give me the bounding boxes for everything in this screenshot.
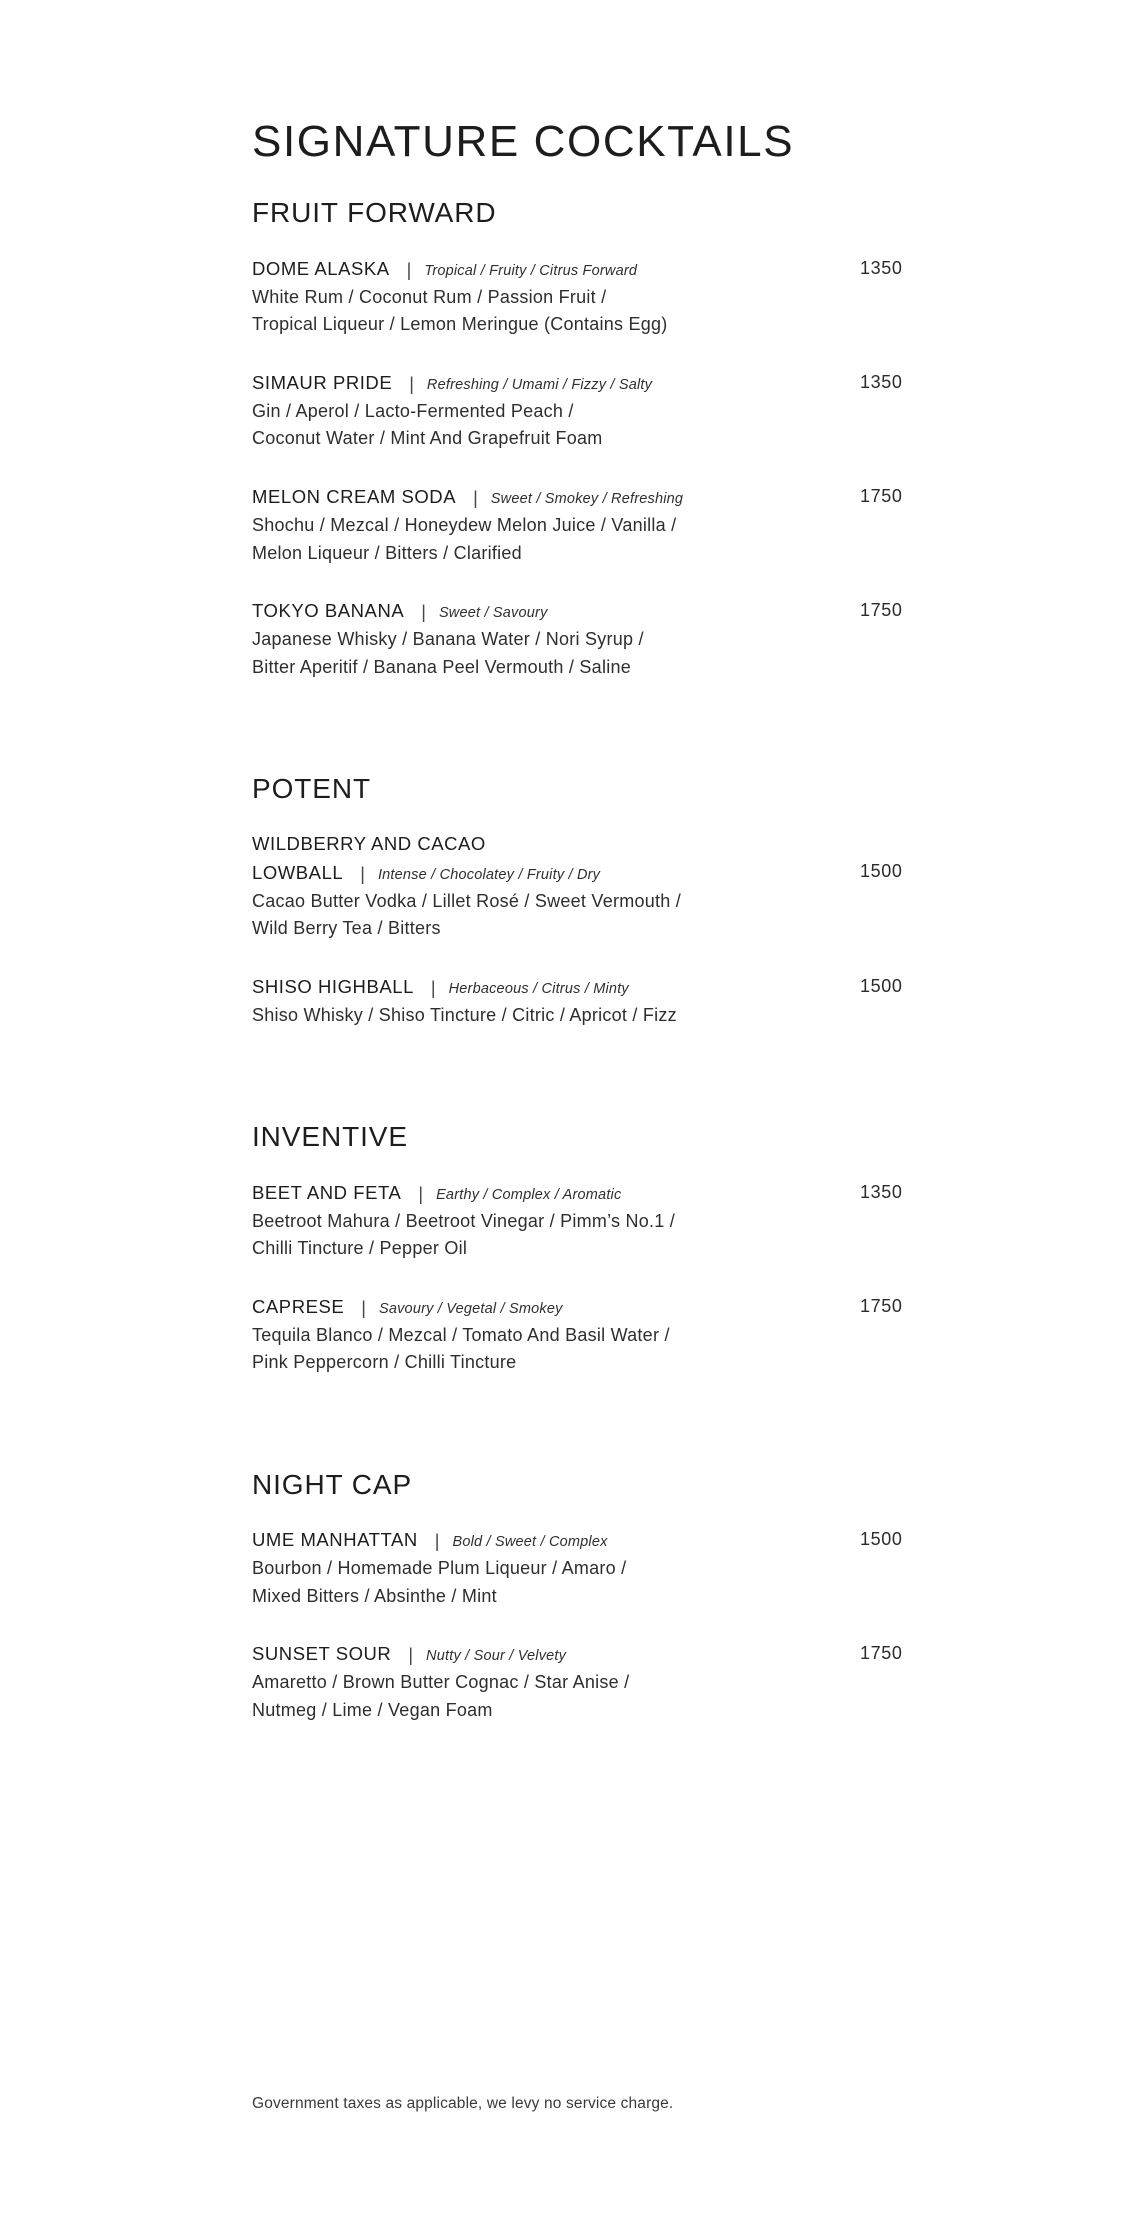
- menu-item-ingredients: [252, 1555, 812, 1610]
- section-items: [252, 1179, 906, 1377]
- menu-item-separator: |: [409, 373, 414, 394]
- menu-item-header: [252, 597, 906, 625]
- menu-item-separator: |: [406, 259, 412, 280]
- menu-item-ingredient-line: Shochu / Mezcal / Honeydew Melon Juice / Vanilla /: [252, 515, 677, 536]
- menu-item-ingredients: [252, 1208, 812, 1263]
- menu-item-name: UME MANHATTAN: [252, 1529, 418, 1551]
- menu-item: [252, 1526, 906, 1610]
- menu-item-tags: Intense / Chocolatey / Fruity / Dry: [377, 866, 601, 883]
- menu-item-ingredient-line: Bitter Aperitif / Banana Peel Vermouth / Saline: [252, 656, 631, 677]
- menu-item-tags: Sweet / Smokey / Refreshing: [490, 490, 684, 507]
- menu-item-ingredients: [252, 1322, 812, 1377]
- menu-item-price: 1750: [860, 600, 903, 621]
- menu-section: [252, 197, 906, 681]
- menu-item-ingredients: [252, 1002, 812, 1030]
- menu-item: [252, 597, 906, 681]
- menu-item-name: MELON CREAM SODA: [252, 485, 457, 507]
- menu-item: [252, 1293, 906, 1377]
- menu-item-price: 1500: [860, 975, 903, 996]
- menu-item-header: [252, 1640, 906, 1668]
- menu-item-separator: |: [430, 977, 436, 998]
- section-heading: NIGHT CAP: [252, 1468, 413, 1500]
- menu-item-ingredient-line: Coconut Water / Mint And Grapefruit Foam: [252, 428, 603, 449]
- menu-item-price: 1350: [860, 1181, 903, 1202]
- menu-item-name-line-1: WILDBERRY AND CACAO: [252, 833, 486, 855]
- menu-item-ingredient-line: Gin / Aperol / Lacto-Fermented Peach /: [252, 400, 574, 421]
- menu-item-name: BEET AND FETA: [252, 1181, 402, 1203]
- menu-item-ingredients: [252, 1669, 812, 1724]
- menu-item: [252, 830, 906, 942]
- menu-item-price: 1500: [860, 861, 903, 882]
- menu-item-tags: Sweet / Savoury: [438, 605, 548, 622]
- menu-item-ingredient-line: White Rum / Coconut Rum / Passion Fruit /: [252, 286, 607, 307]
- menu-item: [252, 369, 906, 453]
- section-heading: FRUIT FORWARD: [252, 197, 497, 229]
- menu-item-ingredient-line: Cacao Butter Vodka / Lillet Rosé / Sweet Vermouth /: [252, 890, 681, 911]
- menu-item-ingredients: [252, 888, 812, 943]
- menu-item-price: 1750: [860, 485, 903, 506]
- menu-item-name: SHISO HIGHBALL: [252, 975, 414, 997]
- menu-item-name: TOKYO BANANA: [252, 600, 405, 622]
- menu-item-ingredients: [252, 626, 812, 681]
- menu-item-price: 1500: [860, 1529, 903, 1550]
- menu-item: [252, 973, 906, 1030]
- menu-section: [252, 773, 906, 1029]
- menu-section: [252, 1121, 906, 1377]
- menu-item-separator: |: [418, 1183, 424, 1204]
- menu-item-ingredient-line: Amaretto / Brown Butter Cognac / Star Anise /: [252, 1672, 630, 1693]
- menu-item-header: [252, 859, 906, 887]
- menu-item-separator: |: [434, 1531, 440, 1552]
- menu-item: [252, 255, 906, 339]
- menu-item-separator: |: [408, 1645, 414, 1666]
- menu-sections: [252, 197, 906, 1724]
- menu-item-name: SIMAUR PRIDE: [252, 371, 393, 393]
- menu-content: [252, 118, 906, 1724]
- menu-item-ingredient-line: Beetroot Mahura / Beetroot Vinegar / Pimm’s No.1 /: [252, 1210, 676, 1231]
- menu-item: [252, 1640, 906, 1724]
- menu-item-tags: Nutty / Sour / Velvety: [426, 1648, 567, 1665]
- menu-item-tags: Bold / Sweet / Complex: [452, 1534, 608, 1551]
- menu-item-header: [252, 1526, 906, 1554]
- menu-item-ingredient-line: Tequila Blanco / Mezcal / Tomato And Basil Water /: [252, 1324, 670, 1345]
- menu-item-ingredient-line: Bourbon / Homemade Plum Liqueur / Amaro /: [252, 1558, 627, 1579]
- menu-item-header: [252, 1179, 906, 1207]
- menu-item-ingredient-line: Chilli Tincture / Pepper Oil: [252, 1238, 468, 1259]
- menu-item-price: 1350: [860, 257, 903, 278]
- menu-item-name: SUNSET SOUR: [252, 1643, 392, 1665]
- menu-item-ingredient-line: Pink Peppercorn / Chilli Tincture: [252, 1352, 517, 1373]
- menu-item-price: 1350: [860, 371, 903, 392]
- page-title: SIGNATURE COCKTAILS: [252, 117, 795, 166]
- menu-item-price: 1750: [860, 1295, 903, 1316]
- menu-item-ingredient-line: Melon Liqueur / Bitters / Clarified: [252, 542, 522, 563]
- menu-item: [252, 1179, 906, 1263]
- menu-item-header: [252, 255, 906, 283]
- menu-item-ingredients: [252, 512, 812, 567]
- menu-item-tags: Earthy / Complex / Aromatic: [436, 1186, 622, 1203]
- menu-item-header: [252, 369, 906, 397]
- menu-section: [252, 1469, 906, 1725]
- menu-item-name: CAPRESE: [252, 1295, 345, 1317]
- menu-item-ingredient-line: Wild Berry Tea / Bitters: [252, 918, 441, 939]
- menu-item-header: [252, 483, 906, 511]
- menu-item-ingredients: [252, 284, 812, 339]
- menu-item-price: 1750: [860, 1643, 903, 1664]
- menu-item-separator: |: [361, 1297, 366, 1318]
- menu-item-tags: Refreshing / Umami / Fizzy / Salty: [426, 376, 653, 393]
- footer-note: Government taxes as applicable, we levy no service charge.: [252, 2095, 674, 2112]
- menu-item-ingredient-line: Nutmeg / Lime / Vegan Foam: [252, 1699, 493, 1720]
- menu-item-name: DOME ALASKA: [252, 257, 390, 279]
- menu-item-header: [252, 973, 906, 1001]
- section-items: [252, 1526, 906, 1724]
- menu-item-ingredient-line: Shiso Whisky / Shiso Tincture / Citric / Apricot / Fizz: [252, 1004, 677, 1025]
- menu-item-header: [252, 1293, 906, 1321]
- menu-item-ingredient-line: Tropical Liqueur / Lemon Meringue (Contains Egg): [252, 314, 668, 335]
- menu-item-tags: Tropical / Fruity / Citrus Forward: [424, 262, 638, 279]
- menu-item-name: LOWBALL: [252, 861, 344, 883]
- menu-item-tags: Savoury / Vegetal / Smokey: [378, 1300, 563, 1317]
- menu-item-separator: |: [360, 863, 365, 884]
- section-heading: POTENT: [252, 773, 371, 805]
- section-heading: INVENTIVE: [252, 1121, 408, 1153]
- menu-item-ingredients: [252, 398, 812, 453]
- menu-item-separator: |: [473, 487, 478, 508]
- section-items: [252, 830, 906, 1029]
- menu-item-ingredient-line: Mixed Bitters / Absinthe / Mint: [252, 1585, 497, 1606]
- section-items: [252, 255, 906, 682]
- menu-item-ingredient-line: Japanese Whisky / Banana Water / Nori Syrup /: [252, 629, 644, 650]
- menu-item-tags: Herbaceous / Citrus / Minty: [448, 980, 629, 997]
- menu-item-separator: |: [421, 602, 426, 623]
- menu-item: [252, 483, 906, 567]
